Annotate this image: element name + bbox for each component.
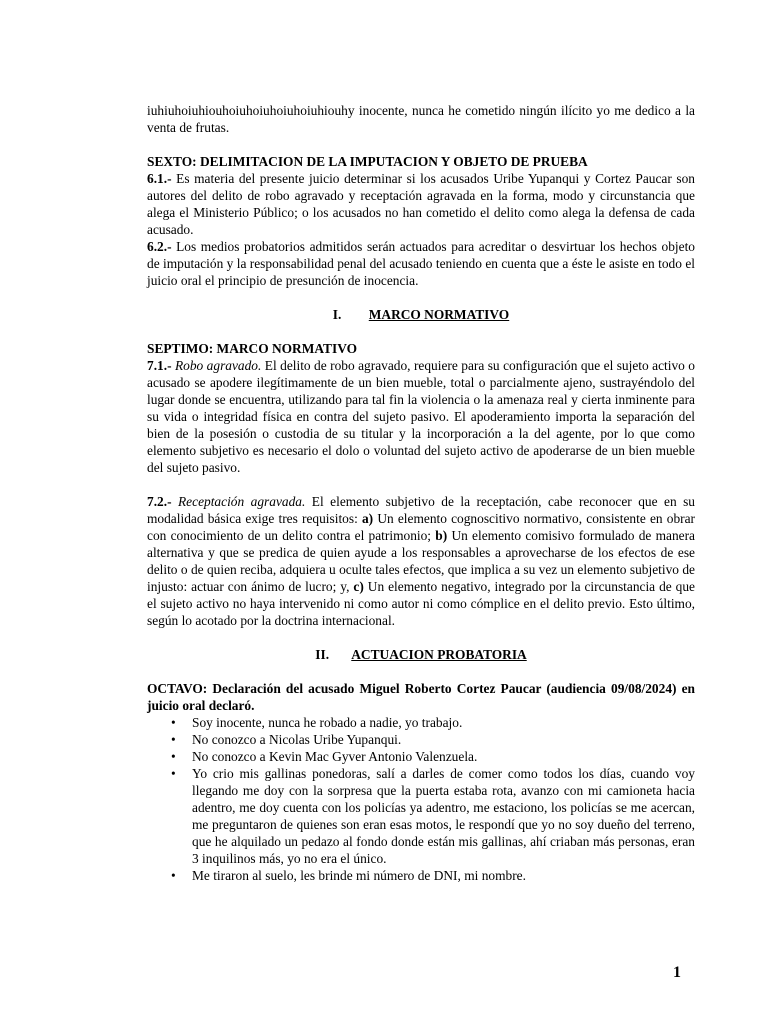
declaration-list — [147, 714, 695, 884]
requirement-label: a) — [361, 511, 374, 526]
paragraph-6-2 — [147, 238, 695, 289]
paragraph-italic-title: Robo agravado. — [171, 358, 262, 373]
section-title: ACTUACION PROBATORIA — [351, 647, 527, 662]
paragraph-text: Un elemento negativo, integrado por la circunstancia de que el sujeto activo no haya intervenido ni como autor ni como cómplice en el delito previo. Esto último, según lo acotado por la doctrina internacional. — [147, 579, 696, 628]
intro-paragraph: iuhiuhoiuhiouhoiuhoiuhoiuhoiuhiouhy inocente, nunca he cometido ningún ilícito yo me dedico a la venta de frutas. — [147, 103, 695, 135]
section-title: MARCO NORMATIVO — [368, 307, 510, 322]
paragraph-text: Los medios probatorios admitidos serán actuados para acreditar o desvirtuar los hechos objeto de imputación y la responsabilidad penal del acusado teniendo en cuenta que a éste le asiste en todo el juicio oral el principio de presunción de inocencia. — [147, 239, 695, 288]
paragraph-label: 6.1.- — [147, 171, 172, 186]
list-item — [147, 748, 695, 765]
page-number: 1 — [673, 964, 681, 981]
paragraph-text: Un elemento comisivo formulado de manera alternativa y que se predica de quien ayude a los responsables a aprovecharse de los efectos de ese delito o de quien reciba, adquiera u oculte tales efectos, que implica a su vez un elemento subjetivo de injusto: actuar con ánimo de lucro; y, — [147, 528, 696, 594]
list-item-text: Soy inocente, nunca he robado a nadie, yo trabajo. — [192, 715, 463, 730]
paragraph-7-1 — [147, 357, 695, 476]
list-item-text: No conozco a Nicolas Uribe Yupanqui. — [192, 732, 402, 747]
requirement-label: b) — [435, 528, 448, 543]
list-item — [147, 867, 695, 884]
paragraph-text: El delito de robo agravado, requiere para su configuración que el sujeto activo o acusado se apodere ilegítimamente de un bien mueble, total o parcialmente ajeno, sustrayéndolo del lugar donde se encuentra, utilizando para tal fin la violencia o la amenaza real y cierta inminente para su vida o integridad física en contra del sujeto pasivo. El apoderamiento importa la separación del bien de la posesión o custodia de su titular y la incorporación a la del agente, por lo que como elemento subjetivo es necesario el dolo o voluntad del sujeto activo de apoderarse de un bien mueble del sujeto pasivo. — [147, 358, 695, 475]
bullet-icon: • — [171, 749, 176, 764]
bullet-icon: • — [171, 732, 176, 747]
paragraph-label: 6.2.- — [147, 239, 172, 254]
list-item — [147, 765, 695, 867]
document-page — [147, 102, 695, 884]
paragraph-label: 7.2.- — [147, 494, 172, 509]
bullet-icon: • — [171, 766, 176, 781]
paragraph-label: 7.1.- — [147, 358, 172, 373]
section-numeral: I. — [332, 307, 342, 322]
section-heading-i — [147, 306, 695, 323]
paragraph-text: Es materia del presente juicio determinar si los acusados Uribe Yupanqui y Cortez Paucar son autores del delito de robo agravado y receptación agravada en la forma, modo y circunstancia que alega el Ministerio Público; o los acusados no han cometido el delito como alega la defensa de cada acusado. — [147, 171, 695, 237]
requirement-label: c) — [353, 579, 364, 594]
septimo-heading: SEPTIMO: MARCO NORMATIVO — [147, 341, 358, 356]
sexto-heading: SEXTO: DELIMITACION DE LA IMPUTACION Y OBJETO DE PRUEBA — [147, 154, 588, 169]
list-item — [147, 731, 695, 748]
bullet-icon: • — [171, 868, 176, 883]
list-item-text: Me tiraron al suelo, les brinde mi número de DNI, mi nombre. — [192, 868, 526, 883]
bullet-icon: • — [171, 715, 176, 730]
paragraph-text: Un elemento cognoscitivo normativo, consistente en obrar con conocimiento de un delito contra el patrimonio; — [147, 511, 696, 543]
section-heading-ii — [147, 646, 695, 663]
paragraph-text: El elemento subjetivo de la receptación, cabe reconocer que en su modalidad básica exige tres requisitos: — [147, 494, 696, 526]
paragraph-6-1 — [147, 170, 695, 238]
list-item-text: No conozco a Kevin Mac Gyver Antonio Valenzuela. — [192, 749, 478, 764]
paragraph-7-2 — [147, 493, 695, 629]
list-item-text: Yo crio mis gallinas ponedoras, salí a darles de comer como todos los días, cuando voy llegando me doy con la sorpresa que la puerta estaba rota, avanzo con mi camioneta hacia adentro, me doy cuenta con los policías ya adentro, me estaciono, los policías se me acercan, me preguntaron de quienes son eran esas motos, le respondí que yo no soy dueño del terreno, que he alquilado un pedazo al fondo donde están mis gallinas, ahí criaban más personas, eran 3 inquilinos más, yo no era el único. — [192, 766, 695, 866]
section-numeral: II. — [315, 647, 330, 662]
paragraph-italic-title: Receptación agravada. — [171, 494, 306, 509]
octavo-heading: OCTAVO: Declaración del acusado Miguel Roberto Cortez Paucar (audiencia 09/08/2024) en juicio oral declaró. — [147, 681, 695, 713]
list-item — [147, 714, 695, 731]
